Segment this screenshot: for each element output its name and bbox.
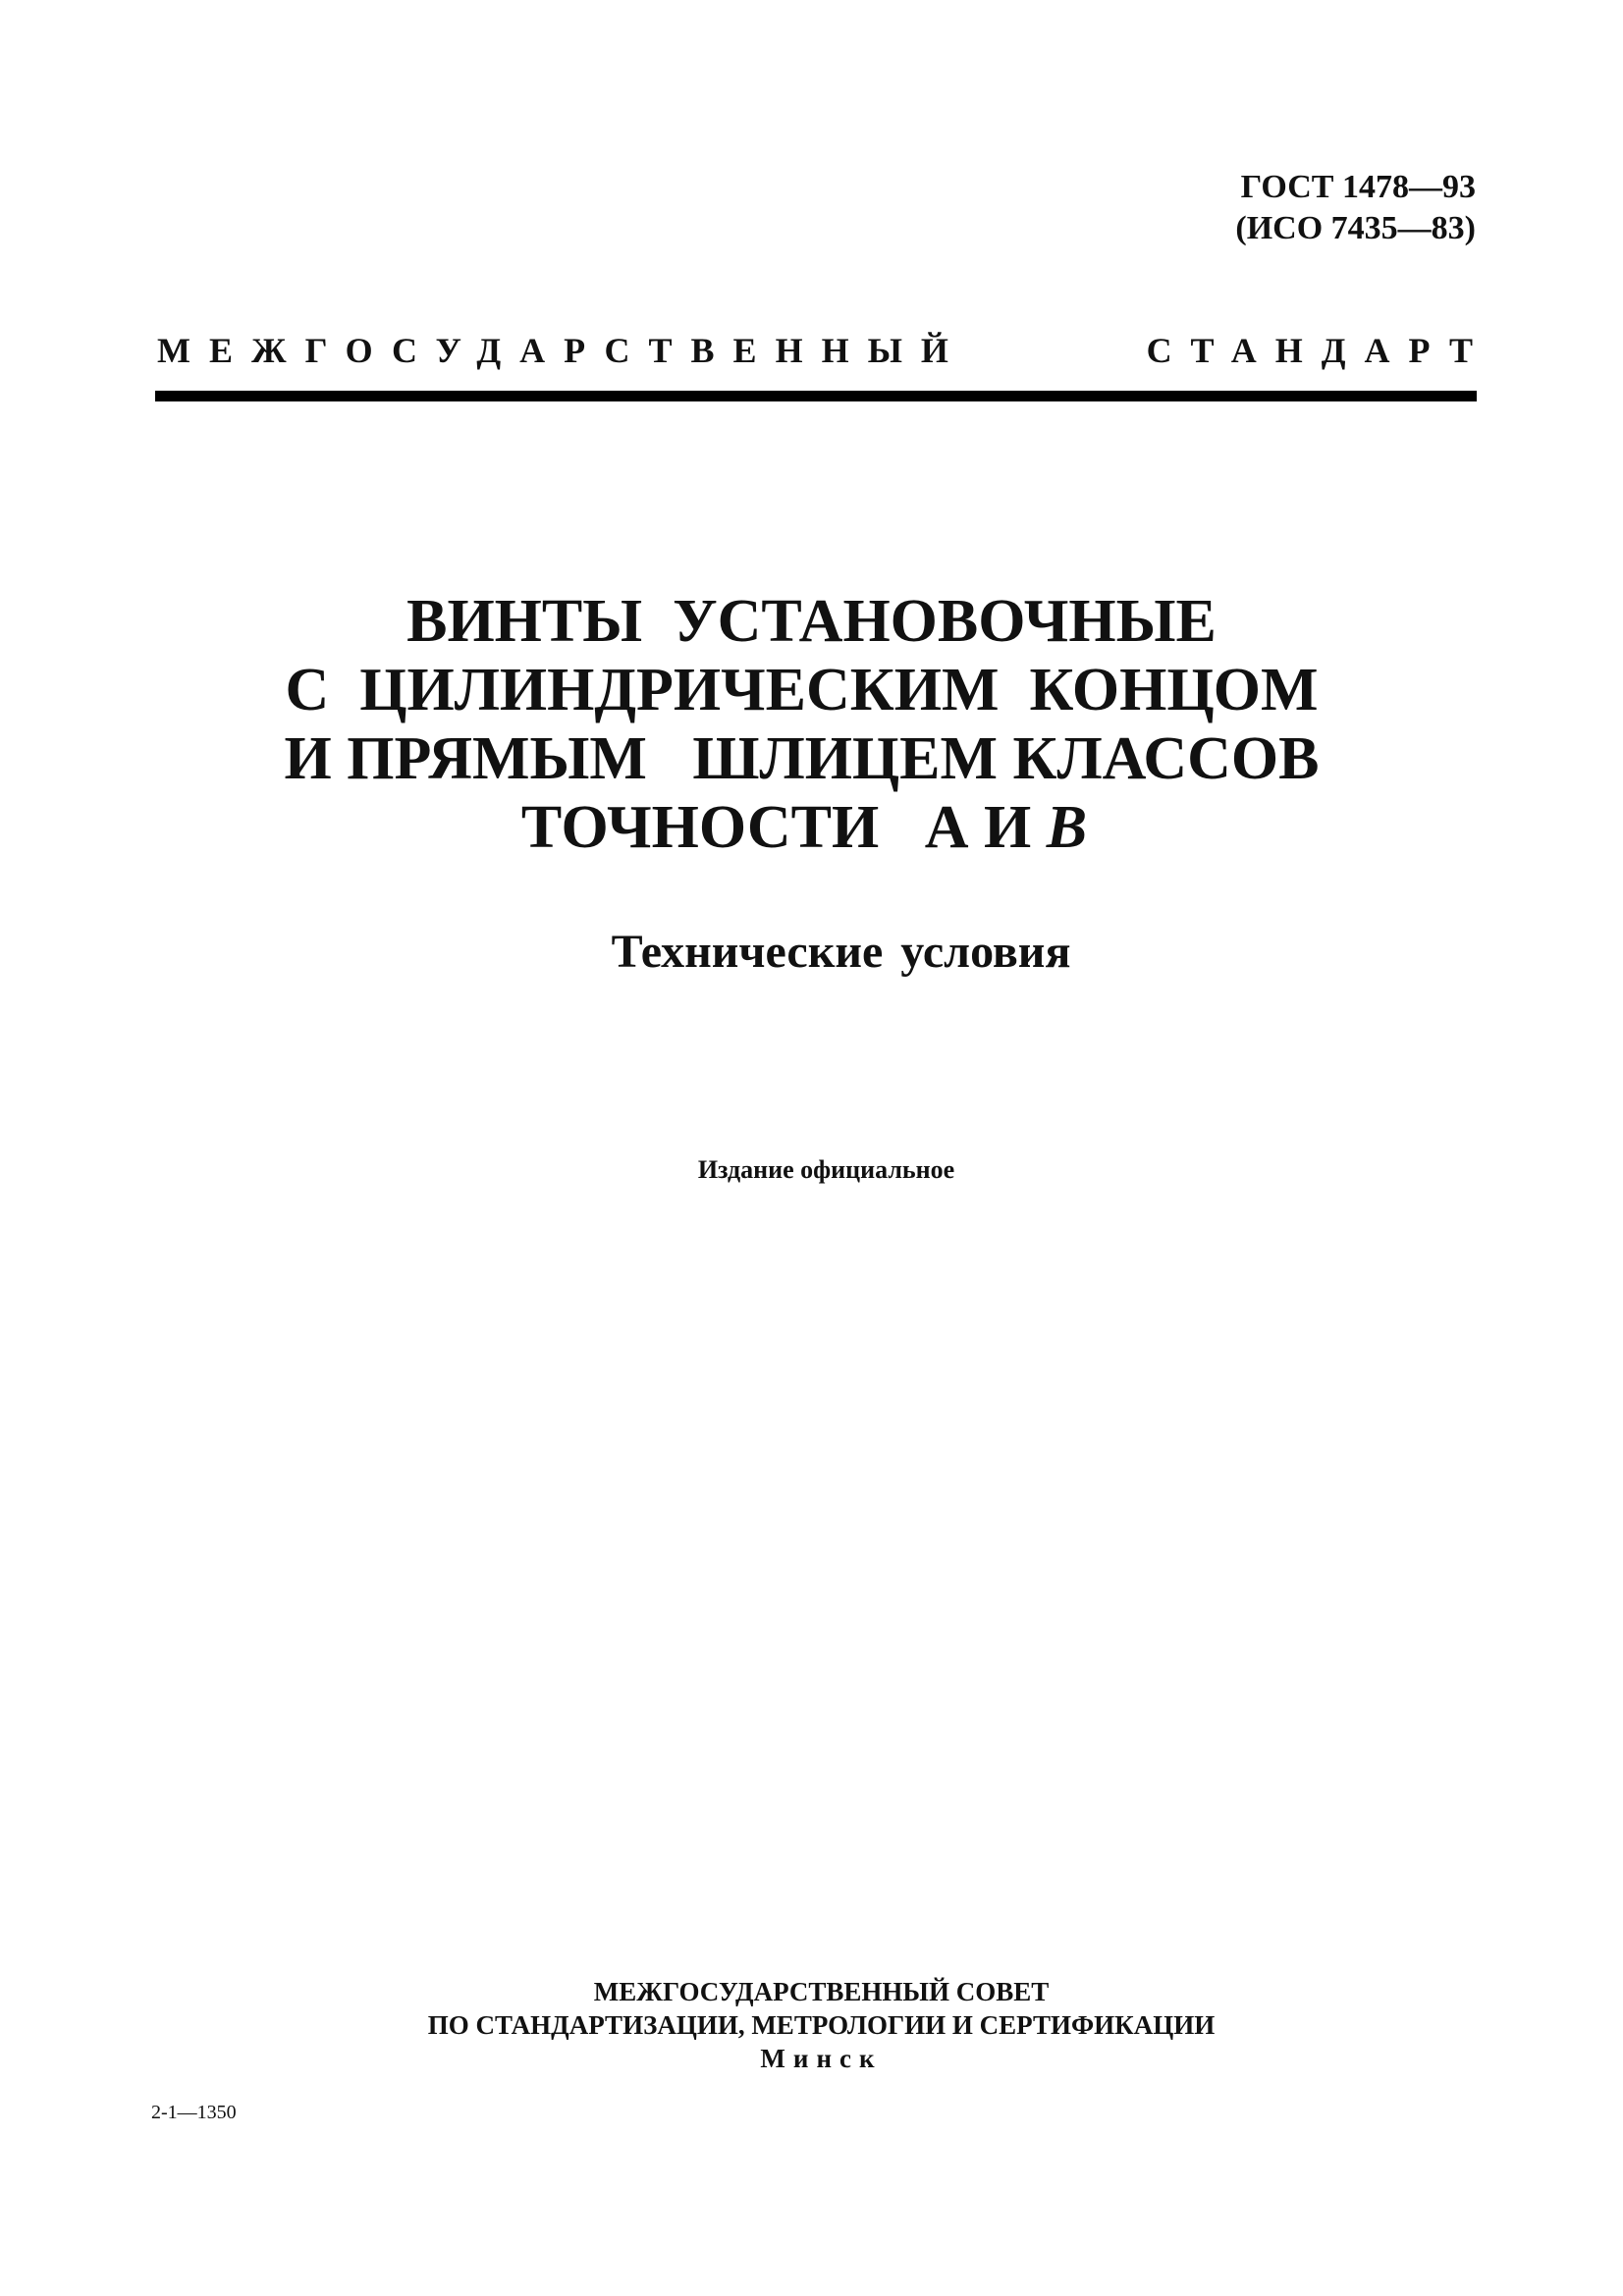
title-line-4-text: ТОЧНОСТИ А И xyxy=(520,794,1047,861)
banner-rule xyxy=(155,391,1477,401)
title-line-4-italic-letter: В xyxy=(1046,794,1088,861)
gost-number: ГОСТ 1478—93 xyxy=(1240,169,1476,205)
publisher-line-2: ПО СТАНДАРТИЗАЦИИ, МЕТРОЛОГИИ И СЕРТИФИКАЦИИ xyxy=(427,2010,1216,2040)
title-line-2: С ЦИЛИНДРИЧЕСКИМ КОНЦОМ xyxy=(285,657,1319,723)
title-line-3: И ПРЯМЫМ ШЛИЦЕМ КЛАССОВ xyxy=(284,725,1320,792)
publisher-city: Минск xyxy=(760,2044,883,2073)
iso-number: (ИСО 7435—83) xyxy=(1235,210,1476,246)
publisher-block xyxy=(0,1975,1623,2075)
banner-word-standard: СТАНДАРТ xyxy=(1146,331,1491,370)
print-code: 2-1—1350 xyxy=(151,2102,237,2123)
banner-word-interstate: МЕЖГОСУДАРСТВЕННЫЙ xyxy=(157,331,967,370)
document-subtitle: Технические условия xyxy=(611,926,1071,978)
standard-designation xyxy=(1235,167,1476,249)
publisher-line-1: МЕЖГОСУДАРСТВЕННЫЙ СОВЕТ xyxy=(593,1977,1050,2006)
title-line-1: ВИНТЫ УСТАНОВОЧНЫЕ xyxy=(406,588,1217,655)
title-line-4 xyxy=(0,793,1623,862)
edition-label: Издание официальное xyxy=(697,1155,955,1184)
document-title xyxy=(0,587,1623,862)
